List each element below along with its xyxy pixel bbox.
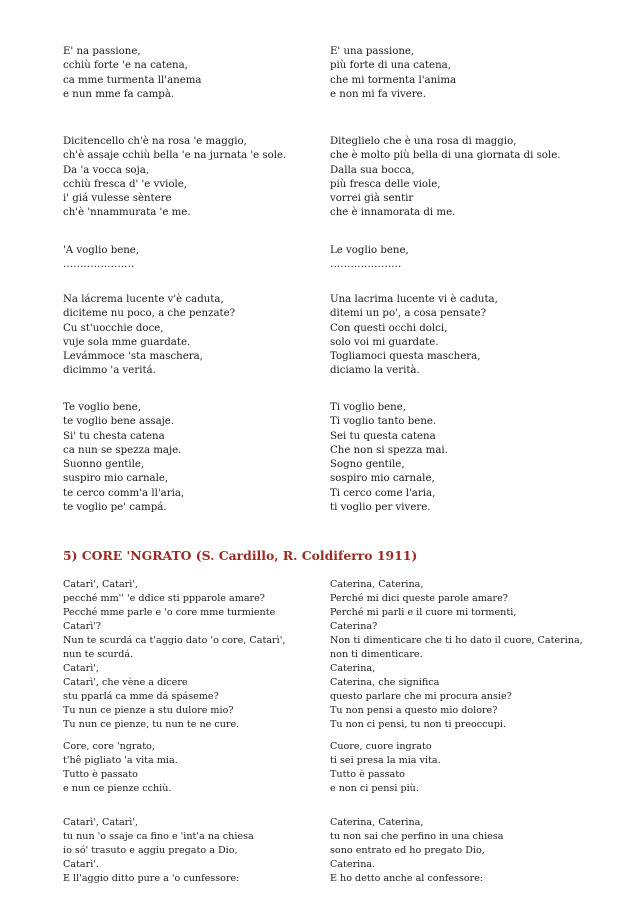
verse-line: Levámmoce 'sta maschera,	[63, 351, 203, 363]
verse-line: Sogno gentile,	[330, 459, 405, 471]
verse-line: Cu st'uocchie doce,	[63, 322, 164, 334]
stanza-neapolitan	[63, 293, 323, 379]
verse-line: diciamo la verità.	[330, 365, 420, 377]
verse-line: te cerco comm'a ll'aria,	[63, 487, 185, 499]
verse-line: ch'è assaje cchiù bella 'e na jurnata 'e sole.	[63, 150, 287, 162]
verse-line: ti voglio per vivere.	[330, 502, 431, 514]
verse-line: pecché mm'' 'e ddice sti ppparole amare?	[63, 593, 265, 604]
stanza-neapolitan	[63, 244, 323, 273]
verse-line: Da 'a vocca soja,	[63, 164, 150, 176]
verse-line: diciteme nu poco, a che penzate?	[63, 308, 236, 320]
verse-line: più fresca delle viole,	[330, 178, 441, 190]
stanza-italian	[330, 45, 620, 102]
verse-line: e non mi fa vivere.	[330, 88, 426, 100]
verse-line: Perché mi dici queste parole amare?	[330, 593, 508, 604]
verse-line: t'hê pigliato 'a vita mia.	[63, 755, 178, 766]
verse-line: stu pparlá ca mme dá spáseme?	[63, 691, 219, 702]
verse-line: ch'è 'nnammurata 'e me.	[63, 207, 191, 219]
verse-line: Che non si spezza mai.	[330, 444, 448, 456]
verse-line: Tu non pensi a questo mio dolore?	[330, 705, 498, 716]
verse-line: cchiù fresca d' 'e vviole,	[63, 178, 188, 190]
stanza-neapolitan	[63, 816, 323, 886]
stanza-italian	[330, 578, 620, 732]
song-heading: 5) CORE 'NGRATO (S. Cardillo, R. Coldiferro 1911)	[63, 548, 418, 563]
verse-line: i' giá vulesse sèntere	[63, 193, 172, 205]
verse-line: ditemi un po', a cosa pensate?	[330, 308, 487, 320]
verse-line: Nun te scurdá ca t'aggio dato 'o core, Catarì',	[63, 635, 286, 646]
verse-line: Non ti dimenticare che ti ho dato il cuore, Caterina,	[330, 635, 583, 646]
verse-line: nun te scurdá.	[63, 649, 134, 660]
verse-line: dicimmo 'a veritá.	[63, 365, 156, 377]
stanza-neapolitan	[63, 401, 323, 515]
verse-line: Le voglio bene,	[330, 245, 409, 256]
verse-line: …………………	[63, 259, 135, 271]
stanza-neapolitan	[63, 135, 323, 221]
verse-line: cchiù forte 'e na catena,	[63, 60, 188, 72]
verse-line: e non ci pensi più.	[330, 783, 419, 794]
verse-line: Catarì', Catarì',	[63, 579, 139, 590]
verse-line: io só' trasuto e aggiu pregato a Dio,	[63, 845, 238, 856]
verse-line: Na lácrema lucente v'è caduta,	[63, 294, 224, 305]
verse-line: suspiro mio carnale,	[63, 473, 169, 485]
verse-line: sospiro mio carnale,	[330, 473, 435, 485]
verse-line: Core, core 'ngrato,	[63, 741, 155, 752]
verse-line: questo parlare che mi procura ansie?	[330, 691, 512, 702]
verse-line: più forte di una catena,	[330, 60, 451, 72]
verse-line: Te voglio bene,	[63, 402, 141, 413]
stanza-neapolitan	[63, 740, 323, 796]
verse-line: Caterina?	[330, 621, 378, 632]
verse-line: Catarì',	[63, 663, 99, 674]
verse-line: Catarì', Catarì',	[63, 817, 139, 828]
verse-line: Caterina,	[330, 663, 376, 674]
stanza-italian	[330, 401, 620, 515]
verse-line: te voglio pe' campá.	[63, 502, 167, 514]
verse-line: Con questi occhi dolci,	[330, 322, 448, 334]
verse-line: Ti voglio tanto bene.	[330, 416, 437, 428]
stanza-neapolitan	[63, 45, 323, 102]
verse-line: Ti voglio bene,	[330, 402, 406, 413]
verse-line: tu non sai che perfino in una chiesa	[330, 831, 504, 842]
verse-line: Diteglielo che è una rosa di maggio,	[330, 136, 517, 147]
verse-line: Catarì'?	[63, 621, 102, 632]
stanza-italian	[330, 135, 620, 221]
verse-line: che mi tormenta l'anima	[330, 74, 457, 86]
verse-line: E' na passione,	[63, 46, 141, 57]
verse-line: e nun mme fa campà.	[63, 88, 175, 100]
stanza-italian	[330, 293, 620, 379]
verse-line: solo voi mi guardate.	[330, 336, 439, 348]
verse-line: ca nun se spezza maje.	[63, 444, 182, 456]
stanza-italian	[330, 740, 620, 796]
verse-line: E ho detto anche al confessore:	[330, 873, 484, 884]
verse-line: Perché mi parli e il cuore mi tormenti,	[330, 607, 517, 618]
verse-line: sono entrato ed ho pregato Dio,	[330, 845, 485, 856]
verse-line: tu nun 'o ssaje ca fino e 'int'a na chiesa	[63, 831, 254, 842]
verse-line: te voglio bene assaje.	[63, 416, 175, 428]
verse-line: Si' tu chesta catena	[63, 430, 165, 442]
verse-line: e nun ce pienze cchiù.	[63, 783, 172, 794]
verse-line: Dicitencello ch'è na rosa 'e maggio,	[63, 136, 247, 147]
verse-line: Pecché mme parle e 'o core mme turmiente	[63, 607, 276, 618]
verse-line: 'A voglio bene,	[63, 245, 140, 256]
verse-line: Tu nun ce pienze, tu nun te ne cure.	[63, 719, 240, 730]
verse-line: Tu non ci pensi, tu non ti preoccupi.	[330, 719, 506, 730]
verse-line: Catarì', che vène a dicere	[63, 677, 188, 688]
verse-line: E' una passione,	[330, 46, 415, 57]
verse-line: ti sei presa la mia vita.	[330, 755, 441, 766]
verse-line: Caterina.	[330, 859, 376, 870]
verse-line: …………………	[330, 259, 402, 271]
verse-line: Tutto è passato	[330, 769, 405, 780]
verse-line: Togliamoci questa maschera,	[330, 351, 481, 363]
verse-line: Sei tu questa catena	[330, 430, 436, 442]
stanza-neapolitan	[63, 578, 323, 732]
verse-line: Cuore, cuore ingrato	[330, 741, 432, 752]
verse-line: Catarì'.	[63, 859, 99, 870]
verse-line: Tutto è passato	[63, 769, 138, 780]
verse-line: Tu nun ce pienze a stu dulore mio?	[63, 705, 234, 716]
verse-line: non ti dimenticare.	[330, 649, 423, 660]
verse-line: Caterina, Caterina,	[330, 579, 424, 590]
verse-line: ca mme turmenta ll'anema	[63, 74, 202, 86]
verse-line: che è innamorata di me.	[330, 207, 456, 219]
verse-line: che è molto più bella di una giornata di sole.	[330, 150, 561, 162]
stanza-italian	[330, 816, 620, 886]
verse-line: Dalla sua bocca,	[330, 164, 415, 176]
verse-line: Caterina, Caterina,	[330, 817, 424, 828]
verse-line: Caterina, che significa	[330, 677, 440, 688]
verse-line: Una lacrima lucente vi è caduta,	[330, 294, 498, 305]
verse-line: Suonno gentile,	[63, 459, 145, 471]
stanza-italian	[330, 244, 620, 273]
verse-line: E ll'aggio ditto pure a 'o cunfessore:	[63, 873, 240, 884]
verse-line: vuje sola mme guardate.	[63, 336, 191, 348]
verse-line: Ti cerco come l'aria,	[330, 487, 436, 499]
verse-line: vorrei già sentir	[330, 193, 414, 205]
